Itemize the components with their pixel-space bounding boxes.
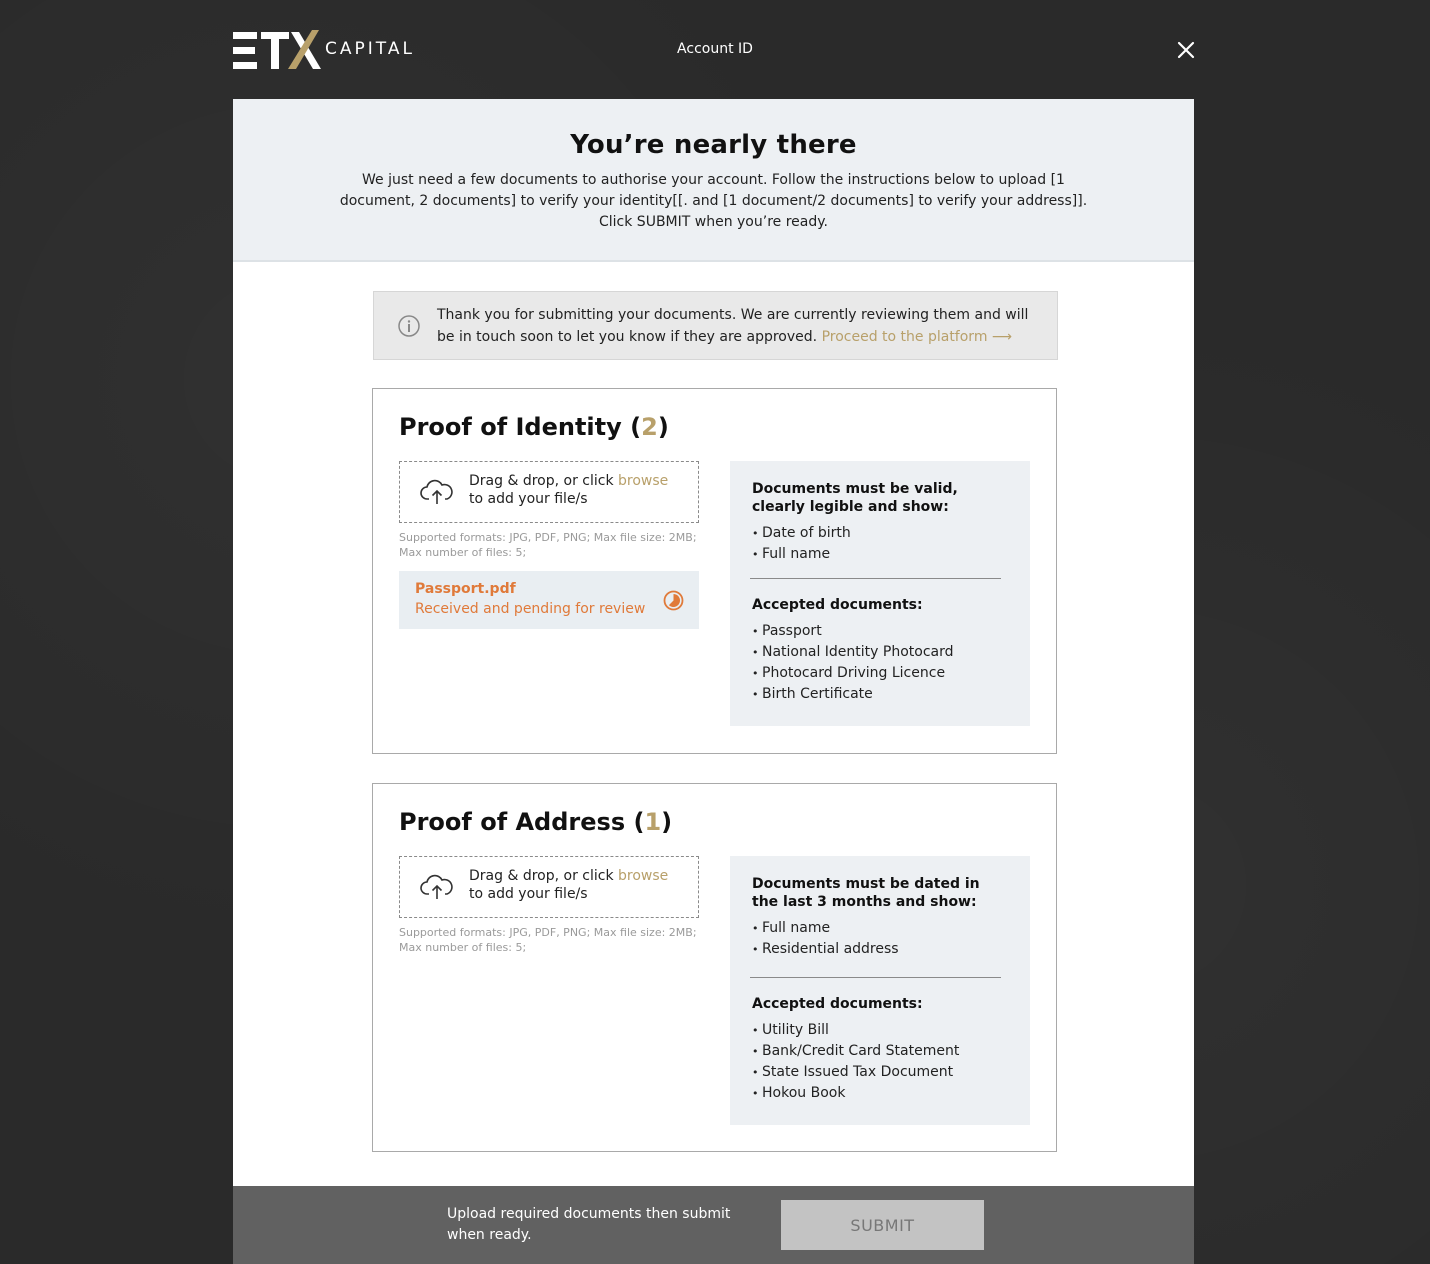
accepted-list bbox=[752, 621, 954, 705]
supported-formats bbox=[399, 530, 699, 560]
page-title: Account ID bbox=[677, 41, 753, 57]
list-item: • Bank/Credit Card Statement bbox=[752, 1041, 959, 1062]
list-item: • Residential address bbox=[752, 939, 899, 960]
dropzone-label: Drag & drop, or click bbox=[469, 473, 614, 489]
info-icon bbox=[398, 315, 420, 337]
dropzone-label-2: to add your file/s bbox=[469, 491, 588, 507]
list-item: • Full name bbox=[752, 544, 851, 565]
hero-description: We just need a few documents to authorise your account. Follow the instructions below to upload [1 document, 2 documents] to verify your identity[[. and [1 document/2 documents] to verify your address]]. Click SUBMIT when you’re ready. bbox=[339, 172, 1088, 230]
accepted-heading: Accepted documents: bbox=[752, 996, 923, 1012]
dropzone-label: Drag & drop, or click bbox=[469, 868, 614, 884]
notice-message: Thank you for submitting your documents. We are currently reviewing them and will be in touch soon to let you know if they are approved. bbox=[437, 307, 1029, 345]
pending-icon bbox=[663, 590, 684, 611]
identity-title-text: Proof of Identity bbox=[399, 413, 622, 441]
hero-section bbox=[233, 99, 1194, 262]
proceed-link[interactable]: Proceed to the platform ⟶ bbox=[821, 329, 1012, 345]
address-requirements bbox=[730, 856, 1030, 1125]
cloud-upload-icon bbox=[420, 874, 454, 900]
accepted-list bbox=[752, 1020, 959, 1104]
identity-dropzone[interactable] bbox=[399, 461, 699, 523]
uploaded-file-item bbox=[399, 571, 699, 629]
divider bbox=[750, 977, 1001, 978]
list-item: • Hokou Book bbox=[752, 1083, 959, 1104]
browse-link[interactable]: browse bbox=[618, 473, 669, 489]
cloud-upload-icon bbox=[420, 479, 454, 505]
max-files-line: Max number of files: 5; bbox=[399, 546, 527, 559]
formats-line: Supported formats: JPG, PDF, PNG; Max file size: 2MB; bbox=[399, 926, 697, 939]
formats-line: Supported formats: JPG, PDF, PNG; Max file size: 2MB; bbox=[399, 531, 697, 544]
address-count: 1 bbox=[644, 808, 662, 836]
requirements-heading: Documents must be dated in the last 3 months and show: bbox=[752, 876, 980, 910]
list-item: • Birth Certificate bbox=[752, 684, 954, 705]
notice-text bbox=[437, 304, 1037, 348]
accepted-heading: Accepted documents: bbox=[752, 597, 923, 613]
file-name: Passport.pdf bbox=[415, 581, 516, 597]
review-notice bbox=[373, 291, 1058, 360]
top-bar bbox=[0, 0, 1430, 99]
footer-instructions: Upload required documents then submit when ready. bbox=[447, 1206, 731, 1243]
address-dropzone[interactable] bbox=[399, 856, 699, 918]
address-card bbox=[372, 783, 1057, 1152]
identity-card bbox=[372, 388, 1057, 754]
identity-requirements bbox=[730, 461, 1030, 726]
divider bbox=[750, 578, 1001, 579]
requirements-heading: Documents must be valid, clearly legible and show: bbox=[752, 481, 958, 515]
max-files-line: Max number of files: 5; bbox=[399, 941, 527, 954]
browse-link[interactable]: browse bbox=[618, 868, 669, 884]
list-item: • State Issued Tax Document bbox=[752, 1062, 959, 1083]
list-item: • Date of birth bbox=[752, 523, 851, 544]
identity-title: Proof of Identity (2) bbox=[399, 413, 669, 441]
requirements-list bbox=[752, 523, 851, 565]
dropzone-label-2: to add your file/s bbox=[469, 886, 588, 902]
list-item: • Photocard Driving Licence bbox=[752, 663, 954, 684]
supported-formats bbox=[399, 925, 699, 955]
list-item: • Full name bbox=[752, 918, 899, 939]
identity-count: 2 bbox=[641, 413, 658, 441]
list-item: • National Identity Photocard bbox=[752, 642, 954, 663]
logo-capital-text: CAPITAL bbox=[325, 39, 415, 59]
dropzone-text bbox=[469, 472, 668, 508]
upload-modal bbox=[233, 99, 1194, 1264]
file-status: Received and pending for review bbox=[415, 601, 646, 617]
address-title: Proof of Address (1) bbox=[399, 808, 673, 836]
list-item: • Utility Bill bbox=[752, 1020, 959, 1041]
list-item: • Passport bbox=[752, 621, 954, 642]
hero-title: You’re nearly there bbox=[570, 130, 857, 160]
submit-footer bbox=[233, 1186, 1194, 1264]
requirements-list bbox=[752, 918, 899, 960]
submit-button[interactable]: SUBMIT bbox=[781, 1200, 984, 1250]
address-title-text: Proof of Address bbox=[399, 808, 626, 836]
dropzone-text bbox=[469, 867, 668, 903]
close-icon[interactable] bbox=[1176, 40, 1196, 60]
